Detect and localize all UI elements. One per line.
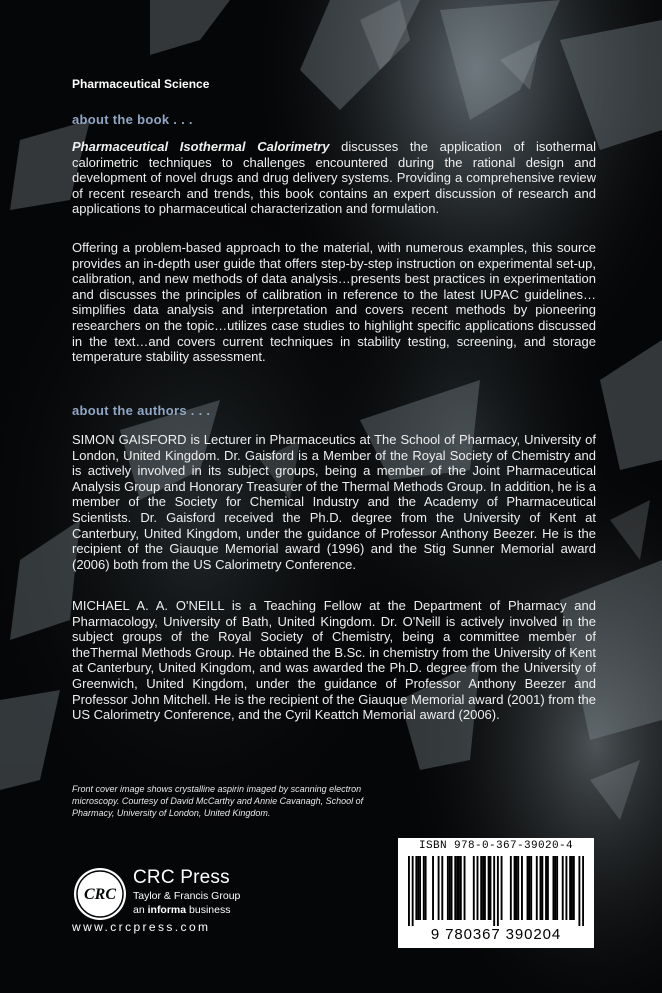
about-book-paragraph-1-text: discusses the application of isothermal calorimetric techniques to challenges encountered during the rational design and development of novel drugs and drug delivery systems. Providing a comprehensive review of recent research and trends, this book contains an expert discussion of research and applications to pharmaceutical characterization and formulation. xyxy=(72,139,596,217)
barcode-bar xyxy=(554,856,556,920)
barcode-bar xyxy=(497,856,499,926)
barcode-bar xyxy=(565,856,567,920)
barcode-bar xyxy=(425,856,427,920)
barcode-bar xyxy=(441,856,443,920)
barcode-bar xyxy=(417,856,419,920)
barcode-bar xyxy=(521,856,523,920)
crc-logo-icon xyxy=(72,866,128,922)
about-book-heading: about the book . . . xyxy=(72,112,193,127)
barcode-bar xyxy=(456,856,458,920)
barcode-bar xyxy=(517,856,519,920)
barcode-bars xyxy=(408,856,584,926)
barcode-bar xyxy=(515,856,517,920)
barcode-bar xyxy=(490,856,492,920)
barcode-bar xyxy=(482,856,484,920)
isbn-text: ISBN 978-0-367-39020-4 xyxy=(418,840,574,852)
barcode-bar xyxy=(480,856,482,920)
barcode-bar xyxy=(423,856,425,920)
about-book-paragraph-2: Offering a problem-based approach to the material, with numerous examples, this source provides an in-depth user guide that offers step-by-step instruction on experimental set-up, calibration, and new methods of data analysis…presents best practices in experimentation and discusses the principles of calibration in reference to the latest IUPAC guidelines…simplifies data analysis and interpretation and covers recent methods by pioneering researchers on the topic…utilizes case studies to highlight specific applications discussed in the text…and covers current techniques in stability testing, screening, and storage temperature stability assessment. xyxy=(72,240,596,365)
barcode-bar xyxy=(541,856,543,920)
barcode-bar xyxy=(569,856,571,920)
barcode-bar xyxy=(488,856,490,920)
barcode-bar xyxy=(458,856,460,920)
barcode-digits: 9 780367 390204 xyxy=(430,926,562,943)
barcode-bar xyxy=(447,856,449,920)
barcode-bar xyxy=(451,856,453,920)
about-book-paragraph-1 xyxy=(72,139,596,217)
barcode-bar xyxy=(573,856,575,920)
publisher-brand xyxy=(133,867,240,917)
book-title: Pharmaceutical Isothermal Calorimetry xyxy=(72,139,330,154)
author-bio-oneill: MICHAEL A. A. O'NEILL is a Teaching Fellow at the Department of Pharmacy and Pharmacology, University of Bath, United Kingdom. Dr. O'Neill is actively involved in the subject groups of the Royal Society of Chemistry, being a committee member of theThermal Methods Group. He obtained the B.Sc. in chemistry from the University of Kent at Canterbury, United Kingdom, and was awarded the Ph.D. degree from the University of Greenwich, United Kingdom, under the guidance of Professor Anthony Beezer and Professor John Mitchell. He is the recipient of the Giauque Memorial award (2001) from the US Calorimetry Conference, and the Cyril Keattch Memorial award (2006). xyxy=(72,598,596,723)
barcode-bar xyxy=(527,856,529,920)
barcode-bar xyxy=(540,856,542,920)
barcode-bar xyxy=(528,856,530,920)
barcode-bar xyxy=(562,856,564,920)
barcode-bar xyxy=(449,856,451,920)
barcode-bar xyxy=(582,856,584,926)
barcode-bar xyxy=(545,856,547,920)
barcode-bar xyxy=(412,856,414,926)
barcode-bar xyxy=(547,856,549,920)
barcode-bar xyxy=(493,856,495,926)
barcode-bar xyxy=(510,856,512,920)
barcode-bar xyxy=(530,856,532,920)
barcode-bar xyxy=(553,856,555,920)
barcode-bar xyxy=(477,856,479,920)
barcode-bar xyxy=(578,856,580,926)
informa-line: an informa business xyxy=(133,904,231,916)
publisher-group: Taylor & Francis Group xyxy=(133,890,241,902)
barcode-bar xyxy=(473,856,475,920)
crc-logo-text: CRC xyxy=(83,886,117,903)
about-authors-heading: about the authors . . . xyxy=(72,403,211,418)
barcode-bar xyxy=(556,856,558,920)
publisher-name: CRC Press xyxy=(133,867,230,888)
barcode-bar xyxy=(464,856,466,920)
barcode-bar xyxy=(571,856,573,920)
author-bio-gaisford: SIMON GAISFORD is Lecturer in Pharmaceutics at The School of Pharmacy, University of London, United Kingdom. Dr. Gaisford is a Member of the Royal Society of Chemistry and is actively involved in its subject groups, being a member of the Joint Pharmaceutical Analysis Group and Honorary Treasurer of the Thermal Methods Group. In addition, he is a member of the Society for Chemical Industry and the Academy of Pharmaceutical Scientists. Dr. Gaisford received the Ph.D. degree from the University of Kent at Canterbury, United Kingdom, under the guidance of Professor Anthony Beezer. He is the recipient of the Giauque Memorial award (1996) and the Stig Sunner Memorial award (2006) both from the US Calorimetry Conference. xyxy=(72,432,596,572)
barcode-bar xyxy=(460,856,462,920)
barcode-bar xyxy=(419,856,421,920)
cover-image-credit: Front cover image shows crystalline aspirin imaged by scanning electron microscopy. Courtesy of David McCarthy and Annie Cavanagh, School of Pharmacy, University of London, United Kingdom. xyxy=(72,784,364,818)
series-label: Pharmaceutical Science xyxy=(72,77,210,91)
barcode-bar xyxy=(536,856,538,920)
barcode-bar xyxy=(438,856,440,920)
isbn-barcode xyxy=(398,838,594,948)
barcode-bar xyxy=(501,856,503,920)
barcode-bar xyxy=(432,856,434,920)
barcode-bar xyxy=(415,856,417,920)
barcode-bar xyxy=(484,856,486,920)
barcode-bar xyxy=(408,856,410,926)
barcode-bar xyxy=(454,856,456,920)
barcode-bar xyxy=(514,856,516,920)
publisher-url[interactable]: www.crcpress.com xyxy=(72,920,211,934)
